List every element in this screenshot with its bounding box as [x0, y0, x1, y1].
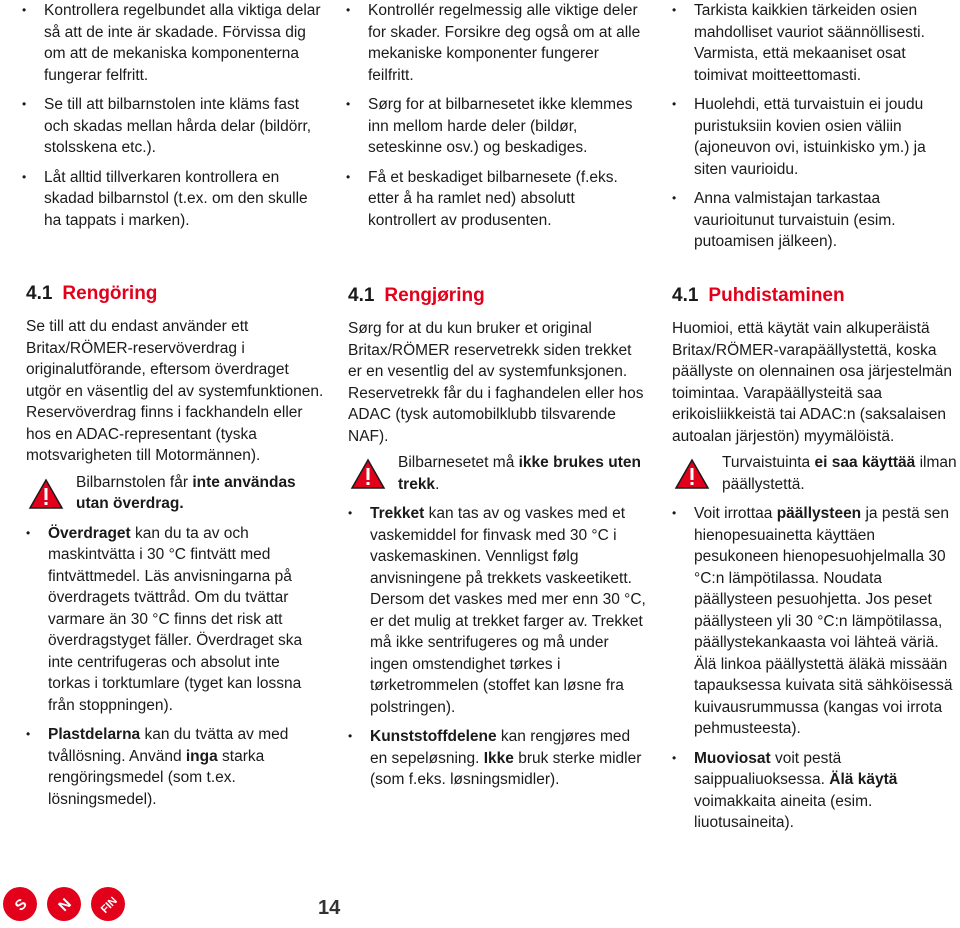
- svg-text:FIN: FIN: [98, 894, 120, 916]
- bold-term: Överdraget: [48, 524, 131, 542]
- top-bullets-sv: [22, 0, 322, 239]
- list-item: [26, 724, 326, 810]
- section-fi: [672, 285, 960, 842]
- bold-term: Älä käytä: [829, 771, 898, 788]
- language-badges: [0, 868, 140, 928]
- warning-text: Bilbarnesetet må: [398, 454, 519, 471]
- warning-bold: ikke brukes uten trekk: [398, 454, 641, 493]
- item-text: kan du ta av och maskintvätta i 30 °C fintvätt med fintvättmedel. Läs anvisningarna på överdragets tvättråd. Om du tvättar varmare än 30 °C finns det risk att överdragstyget fäller. Överdraget ska inte centrifugeras och absolut inte torkas i torktumlare (tyget kan lossna från stoppningen).: [48, 524, 303, 714]
- section-heading: [672, 285, 960, 307]
- bold-term: päällysteen: [776, 505, 862, 522]
- list-item: [348, 726, 648, 791]
- bold-term: inga: [185, 747, 218, 765]
- language-badge-fin: [91, 887, 125, 921]
- svg-text:N: N: [55, 895, 75, 915]
- bold-term: Plastdelarna: [48, 726, 141, 743]
- bold-term: Ikke: [483, 749, 514, 767]
- bold-term: Trekket: [370, 505, 425, 522]
- list-item: • Låt alltid tillverkaren kontrollera en skadad bilbarnstol (t.ex. om den skulle ha tappats i marken).: [22, 167, 322, 232]
- section-title: Puhdistaminen: [708, 285, 845, 306]
- warning-bold: ei saa käyttää: [814, 454, 916, 471]
- warning-text: Turvaistuinta: [722, 454, 815, 471]
- section-number: 4.1: [348, 285, 375, 306]
- list-item: • Huolehdi, että turvaistuin ei joudu puristuksiin kovien osien väliin (ajoneuvon ovi, istuinkisko ym.) ja siten vaurioidu.: [672, 94, 960, 180]
- item-text: starka rengöringsmedel (som t.ex. lösningsmedel).: [48, 747, 265, 808]
- language-badge-n: [47, 887, 81, 921]
- warning-note: [672, 452, 960, 495]
- list-item: [348, 503, 648, 718]
- item-text: voimakkaita aineita (esim. liuotusaineita).: [694, 792, 873, 831]
- item-text: kan tas av og vaskes med et vaskemiddel for finvask med 30 °C i vaskemaskinen. Vennligst følg anvisningene på trekkets vaskeetikett. Dersom det vaskes med mer enn 30 °C, er det mulig at trekket farger av. Trekket må ikke sentrifugeres og må under ingen omstendighet tørkes i tørketrommelen (stoffet kan løsne fra polstringen).: [370, 505, 646, 716]
- section-title: Rengjøring: [384, 285, 485, 306]
- page-number: 14: [318, 897, 341, 919]
- top-bullets-fi: [672, 0, 960, 261]
- item-text: kan du tvätta av med tvållösning. Använd: [48, 726, 289, 765]
- item-text: kan rengjøres med en sepeløsning.: [370, 728, 631, 767]
- svg-text:S: S: [11, 895, 31, 915]
- top-bullets-no: [346, 0, 646, 239]
- language-badge-s: [3, 887, 37, 921]
- list-item: • Kontrollera regelbundet alla viktiga delar så att de inte är skadade. Förvissa dig om att de mekaniska komponenterna fungerar felfritt.: [22, 0, 322, 86]
- list-item: • Anna valmistajan tarkastaa vaurioitunut turvaistuin (esim. putoamisen jälkeen).: [672, 188, 960, 253]
- section-heading: [26, 283, 326, 305]
- section-number: 4.1: [26, 283, 53, 304]
- item-text: bruk sterke midler (som f.eks. løsningsmidler).: [370, 749, 642, 788]
- item-text: voit pestä saippualiuoksessa.: [694, 749, 842, 788]
- bold-term: Muoviosat: [694, 749, 771, 767]
- list-item: • Kontrollér regelmessig alle viktige deler for skader. Forsikre deg også om at alle mekaniske komponenter fungerer feilfritt.: [346, 0, 646, 86]
- section-heading: [348, 285, 648, 307]
- section-number: 4.1: [672, 285, 699, 306]
- warning-note: [26, 472, 326, 515]
- item-text: ja pestä sen hienopesuainetta käyttäen pesukoneen hienopesuohjelmalla 30 °C:n lämpötilassa. Noudata päällysteen pesuohjetta. Jos peset päällysteen yli 30 °C:n lämpötilassa, päällystekankaasta voi lähteä väriä. Älä linkoa päällystettä äläkä missään tapauksessa kuivata sitä sähköisessä kuivausrummussa (kangas voi irrota pehmusteesta).: [694, 505, 953, 737]
- warning-triangle-icon: [350, 458, 386, 490]
- list-item: • Sørg for at bilbarnesetet ikke klemmes inn mellom harde deler (bildør, seteskinne osv.) og beskadiges.: [346, 94, 646, 159]
- warning-triangle-icon: [674, 458, 710, 490]
- warning-bold: inte användas utan överdrag.: [76, 473, 296, 512]
- section-title: Rengöring: [62, 283, 158, 304]
- list-item: [26, 523, 326, 717]
- warning-triangle-icon: [28, 478, 64, 510]
- warning-text: .: [435, 475, 440, 493]
- item-text: Voit irrottaa: [694, 505, 777, 522]
- bold-term: Kunststoffdelene: [370, 728, 497, 745]
- warning-note: [348, 452, 648, 495]
- section-sv: [26, 283, 326, 818]
- intro-paragraph: Huomioi, että käytät vain alkuperäistä Britax/RÖMER-varapäällystettä, koska päällyste on olennainen osa järjestelmän toimintaa. Varapäällysteitä saa erikoisliikkeistä tai ADAC:n (saksalaisen autoalan järjestön) myymälöistä.: [672, 320, 953, 445]
- list-item: • Få et beskadiget bilbarnesete (f.eks. etter å ha ramlet ned) absolutt kontrollert av produsenten.: [346, 167, 646, 232]
- warning-text: ilman päällystettä.: [722, 454, 957, 493]
- list-item: [672, 503, 960, 740]
- list-item: • Tarkista kaikkien tärkeiden osien mahdolliset vauriot säännöllisesti. Varmista, että mekaaniset osat toimivat moitteettomasti.: [672, 0, 960, 86]
- intro-paragraph: Se till att du endast använder ett Britax/RÖMER-reservöverdrag i originalutförande, eftersom överdraget utgör en väsentlig del av systemfunktionen. Reservöverdrag finns i fackhandeln eller hos en ADAC-representant (tyska motsvarigheten till Motormännen).: [26, 318, 324, 464]
- intro-paragraph: Sørg for at du kun bruker et original Britax/RÖMER reservetrekk siden trekket er en vesentlig del av systemfunksjonen. Reservetrekk får du i faghandelen eller hos ADAC (tysk automobilklubb tilsvarende NAF).: [348, 320, 644, 445]
- list-item: • Se till att bilbarnstolen inte kläms fast och skadas mellan hårda delar (bildörr, stolsskena etc.).: [22, 94, 322, 159]
- warning-text: Bilbarnstolen får: [76, 473, 193, 491]
- section-no: [348, 285, 648, 799]
- list-item: [672, 748, 960, 834]
